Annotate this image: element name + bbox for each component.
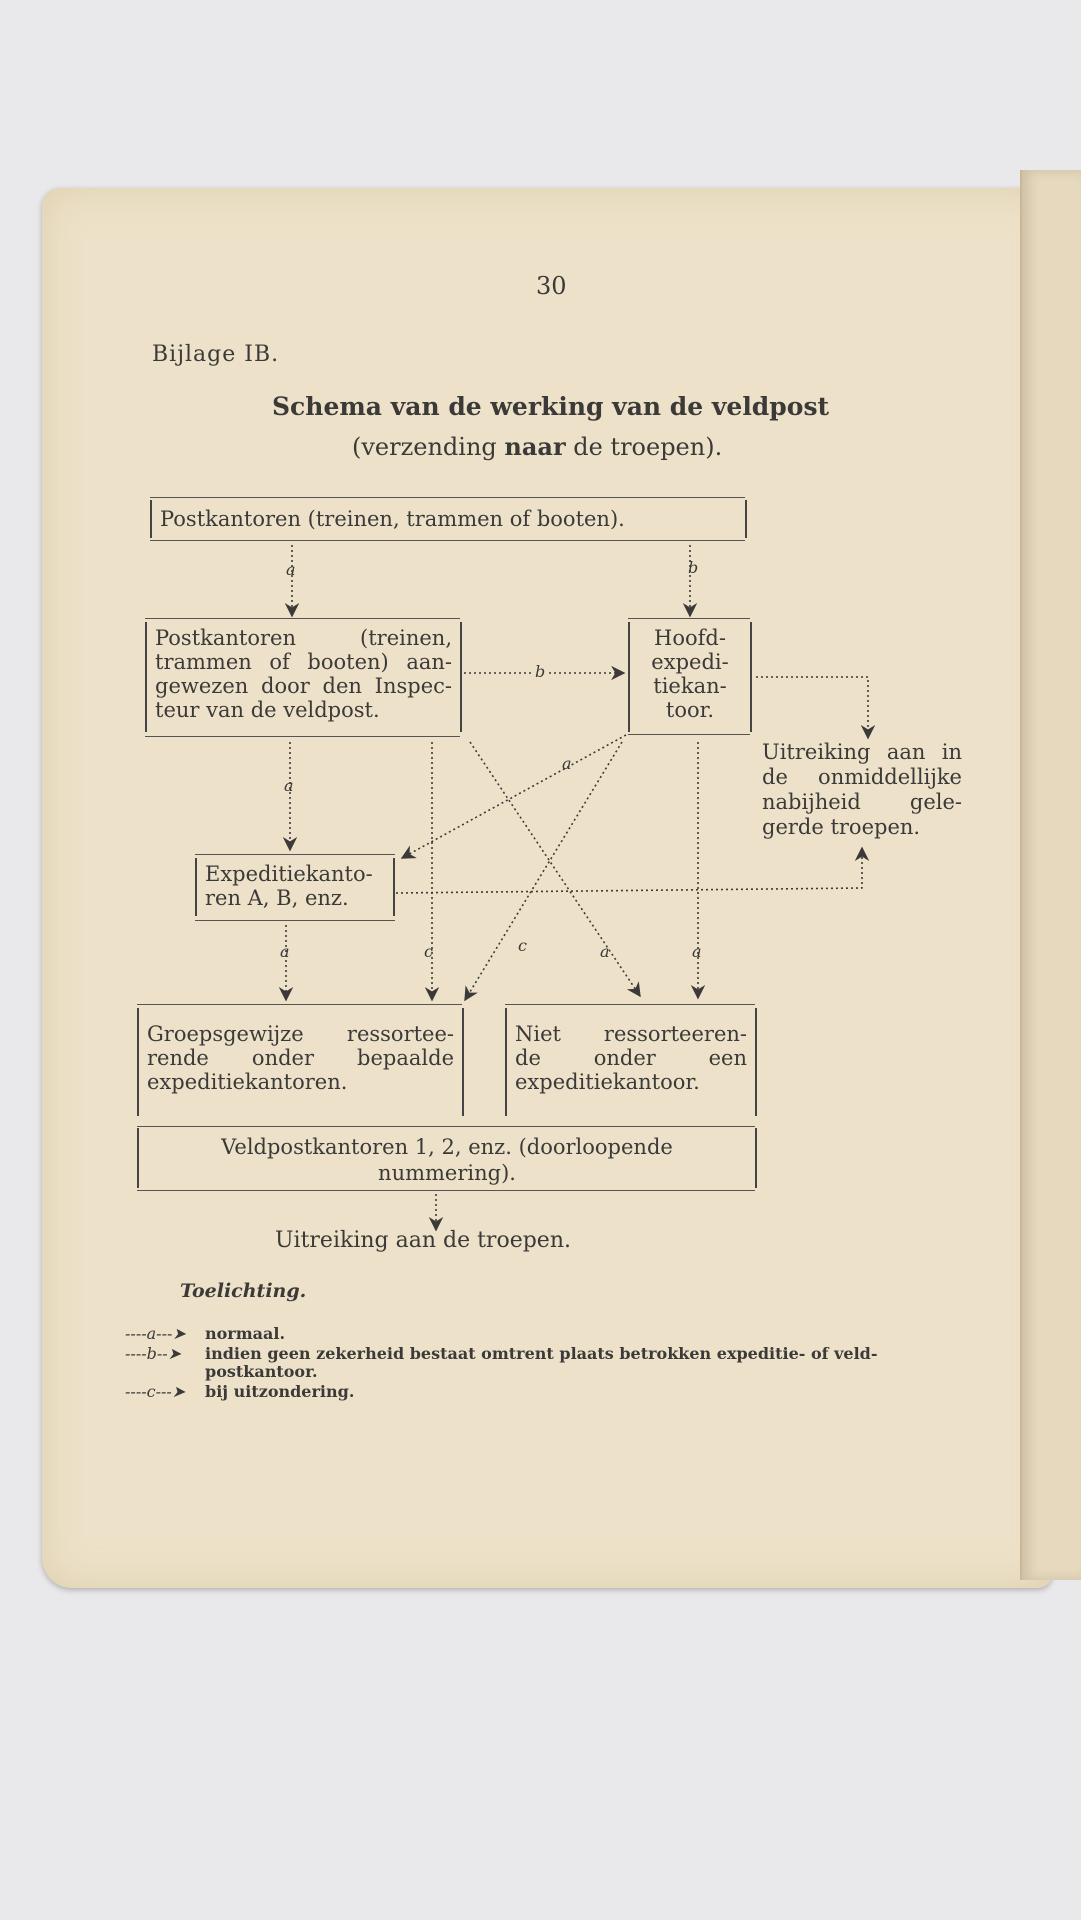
diagram-subtitle: (verzending naar de troepen). <box>352 432 723 461</box>
edge-label-b: b <box>532 662 548 681</box>
node-hoofd-expeditiekantoor: Hoofd- expedi- tiekan- toor. <box>628 622 752 732</box>
edge-c-hoofd-groeps <box>465 742 622 1000</box>
edge-label-a: a <box>286 560 296 579</box>
legend-heading: Toelichting. <box>180 1280 307 1302</box>
node-uitreiking-troepen: Uitreiking aan de troepen. <box>275 1228 571 1253</box>
legend-item: ----a---➤ normaal. <box>125 1324 286 1343</box>
node-expeditiekantoren: Expeditiekanto- ren A, B, enz. <box>195 858 395 916</box>
node-groepsgewijze: Groepsgewijze ressortee- rende onder bepaalde expeditiekantoren. <box>137 1008 464 1116</box>
legend-item: ----b--➤ indien geen zekerheid bestaat omtrent plaats betrokken expeditie- of veld- <box>125 1344 878 1363</box>
edge-a-hoofd-expeditie <box>402 735 626 858</box>
edge-label-b: b <box>688 558 699 577</box>
edge-label-a: a <box>600 942 610 961</box>
edge-a-aangewezen-niet <box>470 742 640 996</box>
node-niet-ressorteerende: Niet ressorteeren- de onder een expeditiekantoor. <box>505 1008 757 1116</box>
node-aangewezen: Postkantoren (treinen, trammen of booten) aan- gewezen door den Inspec- teur van de veldpost. <box>145 622 462 732</box>
diagram-title: Schema van de werking van de veldpost <box>272 392 830 421</box>
edge-label-a: a <box>692 942 702 961</box>
edge-expeditie-nabij <box>396 848 862 893</box>
appendix-label: Bijlage IB. <box>152 342 280 367</box>
node-uitreiking-nabij: Uitreiking aan in de onmiddellijke nabijheid gele- gerde troepen. <box>762 740 962 839</box>
edge-label-a: a <box>562 754 572 773</box>
page-number: 30 <box>536 272 567 300</box>
edge-label-a: a <box>284 776 294 795</box>
edge-hoofd-nabij <box>756 677 868 738</box>
node-postkantoren: Postkantoren (treinen, trammen of booten). <box>150 500 747 538</box>
node-veldpostkantoren: Veldpostkantoren 1, 2, enz. (doorloopende nummering). <box>137 1128 757 1188</box>
edge-label-c: c <box>518 936 527 955</box>
edge-label-c: c <box>424 942 433 961</box>
legend-item: postkantoor. <box>205 1362 318 1381</box>
legend-item: ----c---➤ bij uitzondering. <box>125 1382 355 1401</box>
edge-label-a: a <box>280 942 290 961</box>
